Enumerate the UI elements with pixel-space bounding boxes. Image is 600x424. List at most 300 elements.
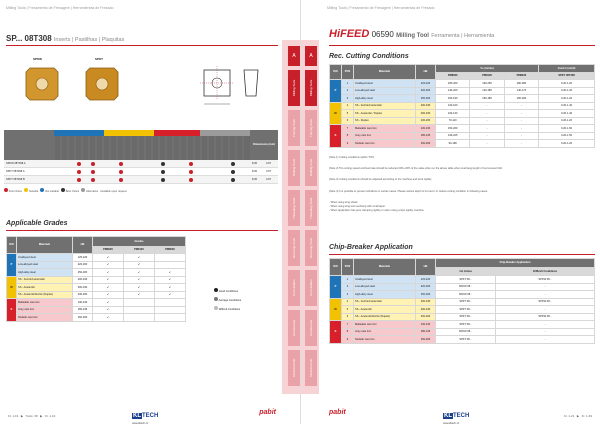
cutting-value-cell: 70-110 [436,117,470,125]
grades-hb-cell: 150-300 [73,269,93,277]
cutting-hb-cell: 230-260 [416,117,436,125]
cut-head-iso: ISO [330,65,342,80]
right-title-rest: Milling Tool [396,33,429,39]
left-title-main: SP... 08T308 [6,34,52,43]
insert-row-dim: 3.97 [266,162,272,165]
grades-check-cell: ✔ [93,284,124,292]
cutting-value-cell: 0.20-1.20 [539,140,595,148]
cutting-pos-cell: 8 [342,132,354,140]
cutting-note: (Note 3) Cutting conditions should be adjusted according to the machine and work rigidity. [329,178,432,182]
chip-row [330,321,595,329]
insert-row-dim: 3.97 [266,170,272,173]
chip-hb-cell: 200-330 [416,306,436,314]
insert-row-dim: 3.97 [266,178,272,181]
cutting-row [330,110,595,118]
cutting-value-cell: - [504,110,538,118]
right-footer-page2: Kl. 1-39 [581,414,592,418]
cutting-value-cell: - [504,117,538,125]
grades-check-cell [155,314,186,322]
chip-head-iso: ISO [330,259,342,276]
right-code: 06590 [371,30,394,39]
grades-check-cell: ✔ [155,269,186,277]
chip-hb-cell: 150-300 [416,291,436,299]
cut-col-1: PM8020 [436,73,470,80]
cut-col-3: PM8030 [504,73,538,80]
legend-3: Not suitable [45,190,59,193]
chip-c2-cell: - [496,283,595,291]
right-side-tab-8[interactable]: Technical Info [305,350,317,386]
grades-title: Applicable Grades [6,220,68,227]
left-site[interactable]: www.kltech.cz [132,422,149,424]
insert-row-code: SPKW 08T308 A [6,162,26,165]
insert-grade-dot [77,162,81,166]
grade-group-band-1 [54,130,104,136]
chip-table [329,258,595,344]
right-side-tab-7[interactable]: Accessories [305,310,317,346]
insert-grade-dot [189,170,193,174]
cutting-material-cell: High-alloy steel [354,95,416,103]
cutting-notes [329,156,595,213]
cutting-material-cell: Low-alloyed steel [354,87,416,95]
left-tech: TECH [142,413,159,419]
cutting-row [330,125,595,133]
cutting-pos-cell: 7 [342,125,354,133]
cutting-material-cell: SS - Duplex [354,117,416,125]
right-side-tab-4[interactable]: Threading Tools [305,190,317,226]
insert-drawing-icon [196,60,266,112]
cutting-value-cell: 190-250 [470,80,504,88]
grades-check-cell [124,299,155,307]
right-page [300,0,600,424]
right-site[interactable]: www.kltech.cz [443,422,460,424]
cutting-hb-cell: 160-260 [416,140,436,148]
legend-5: Alternative [85,190,99,193]
left-footer-page2: Kl. 1-19 [44,414,56,418]
insert-grade-dot [161,170,165,174]
left-title-sub: Inserts | Pastilhas | Plaquitas [53,37,125,43]
cutting-value-cell: 140-170 [504,87,538,95]
cutting-value-cell: - [504,140,538,148]
chip-hb-cell: 130-230 [416,321,436,329]
cutting-material-cell: Malleable cast iron [354,125,416,133]
cutting-note: (Note 1) Cutting conditions ap/Dc<70% [329,156,374,159]
cutting-value-cell: - [504,102,538,110]
cutting-value-cell: 180-320 [436,80,470,88]
grades-check-cell [124,306,155,314]
insert-row-code: SPKT 08T308 A [6,170,25,173]
chip-pos-cell: 8 [342,328,354,336]
grades-hb-cell: 230-260 [73,291,93,299]
chip-material-cell: SS - Austenitic/ferritic (Duplex) [354,313,416,321]
grades-hb-cell: 200-330 [73,276,93,284]
cutting-row [330,80,595,88]
insert-grade-dot [91,178,95,182]
insert-grade-dot [161,162,165,166]
grades-check-cell: ✔ [155,291,186,299]
cutting-pos-cell: 1 [342,80,354,88]
chip-row [330,328,595,336]
chip-row [330,313,595,321]
left-footer-tools: Tools: 38 [25,414,38,418]
grades-col-1: PM8020 [93,247,124,254]
legend-1: First choice [8,190,22,193]
cutting-value-cell: 0.20-1.20 [539,80,595,88]
cutting-value-cell: 130-225 [436,132,470,140]
cutting-note: (Note 2) The cutting speed and feed rate should be reduced 20%~30% of the value when on the above table when overhang length of tool exceed 3xD. [329,167,503,171]
grades-check-cell: ✔ [155,276,186,284]
chip-c2-cell: SPKW 08... [496,276,595,284]
right-brand: HiFEED [329,28,370,40]
chip-row [330,291,595,299]
grades-check-cell: ✔ [124,291,155,299]
chip-material-cell: High-alloy steel [354,291,416,299]
insert-grade-dot [161,178,165,182]
left-kl: KL [133,413,141,419]
grades-row [7,314,186,322]
chip-c1-cell: SPKT 08... [436,276,496,284]
left-corner-tab[interactable]: A [288,46,300,66]
right-title-rule [329,45,595,46]
insert-row-dim: 8.00 [252,170,258,173]
grades-check-cell [155,299,186,307]
grades-check-cell: ✔ [124,254,155,262]
left-pabit-logo: pabit [259,409,276,416]
chip-c1-cell: SPKW 08... [436,328,496,336]
right-side-tab-5[interactable]: Grooving Tools [305,230,317,266]
grades-check-cell: ✔ [93,314,124,322]
insert-grade-dot [189,162,193,166]
grades-material-cell: High-alloy steel [17,269,73,277]
cutting-value-cell: - [470,132,504,140]
cutting-value-cell: 0.20-1.20 [539,117,595,125]
grades-check-cell [155,254,186,262]
grades-row [7,261,186,269]
chip-rule [329,254,595,255]
grades-check-cell [155,306,186,314]
insert-spkt-icon [82,64,122,104]
chip-c2-cell: - [496,321,595,329]
chip-c1-cell: SPKW 08... [436,283,496,291]
chip-iso-cell: P [330,276,342,299]
chip-material-cell: Grey cast iron [354,328,416,336]
right-side-tab-2[interactable]: Turning Tools [305,110,317,146]
cutting-pos-cell: 2 [342,87,354,95]
cutting-iso-cell: M [330,102,342,125]
chip-c1-cell: SPKT 08... [436,321,496,329]
insert-row [4,160,278,168]
grades-head-material: Materials [17,237,73,254]
grades-material-cell: Nodular cast iron [17,314,73,322]
cutting-value-cell: - [470,102,504,110]
cutting-value-cell: 180-280 [504,80,538,88]
grades-col-3: PM8030 [155,247,186,254]
right-kl: KL [444,413,452,419]
chip-hb-cell: 220-300 [416,283,436,291]
insert-grade-dot [91,170,95,174]
chip-hb-cell: 160-260 [416,336,436,344]
grades-check-cell: ✔ [93,291,124,299]
left-title [6,34,124,43]
cutting-pos-cell: 9 [342,140,354,148]
left-side-tab-3[interactable]: Drilling Tools [288,150,300,186]
right-footer-nav[interactable]: Kl. 1-21 ▶ Kl. 1-39 [564,414,592,418]
cutting-value-cell: 150-190 [436,95,470,103]
cutting-note: - When using long tool overhang with small taper. [329,205,386,209]
grades-iso-cell: M [7,276,17,299]
chip-row [330,283,595,291]
grades-head-grades: Grades [93,237,186,247]
grades-row [7,269,186,277]
right-header: Milling Tools | Fresamento de Fresagem | Herramientas de Fresado [327,6,435,10]
insert-label-spkw: SPKW [33,57,42,61]
cut-col-2: PM8120 [470,73,504,80]
cut-head-fz: Feed fz (mm/t) [539,65,595,73]
chip-hb-cell: 180-245 [416,328,436,336]
right-side-tab-1[interactable]: Milling Tools [305,70,317,106]
cutting-note: - When using long shank. [329,200,359,204]
left-title-rule [6,45,278,46]
insert-dim-header: Dimensions (mm) [250,130,278,160]
chip-pos-cell: 5 [342,306,354,314]
chip-hb-cell: 200-330 [416,298,436,306]
cut-col-4: SPKT 08T308 [539,73,595,80]
chip-c2-cell: SPKW 08... [496,313,595,321]
grades-check-cell: ✔ [93,299,124,307]
cutting-table [329,64,595,148]
chip-col-2: Difficult Conditions [496,268,595,276]
grades-head-hb: HB [73,237,93,254]
grades-check-cell: ✔ [155,284,186,292]
cutting-row [330,132,595,140]
chip-c2-cell: SPKW 08... [496,298,595,306]
cut-head-hb: HB [416,65,436,80]
cutting-material-cell: SS - Ferritic/martensitic [354,102,416,110]
chip-c1-cell: SPKT 08... [436,298,496,306]
chip-material-cell: Low-alloyed steel [354,283,416,291]
grades-check-cell [124,314,155,322]
cutting-value-cell: - [470,110,504,118]
cutting-value-cell: - [470,140,504,148]
grades-legend [214,288,274,312]
cutting-value-cell: 140-220 [436,87,470,95]
cutting-value-cell: 0.20-1.60 [539,125,595,133]
grades-col-2: PM8120 [124,247,155,254]
cutting-row [330,87,595,95]
chip-row [330,298,595,306]
insert-row-dim: 8.00 [252,162,258,165]
grades-row [7,299,186,307]
insert-grade-dot [231,178,235,182]
right-side-tab-3[interactable]: Drilling Tools [305,150,317,186]
chip-row [330,276,595,284]
cutting-hb-cell: 180-245 [416,132,436,140]
cutting-value-cell: 150-260 [436,125,470,133]
chip-c1-cell: SPKT 08... [436,306,496,314]
chip-c1-cell: SPKT 08... [436,336,496,344]
chip-c2-cell: - [496,336,595,344]
grades-check-cell: ✔ [124,269,155,277]
insert-grade-dot [119,162,123,166]
insert-grade-dot [77,178,81,182]
grades-row [7,306,186,314]
grade-group-band-4 [200,130,250,136]
grades-table [6,236,186,322]
cutting-row [330,102,595,110]
chip-iso-cell: K [330,321,342,344]
chip-hb-cell: 230-260 [416,313,436,321]
grades-material-cell: Unalloyed steel [17,254,73,262]
cutting-material-cell: Nodular cast iron [354,140,416,148]
cutting-value-cell: 0.20-1.20 [539,95,595,103]
cutting-value-cell: 0.20-1.40 [539,110,595,118]
insert-grade-dot [189,178,193,182]
grade-group-band-2 [104,130,154,136]
grades-row [7,254,186,262]
grades-row [7,284,186,292]
chip-iso-cell: M [330,298,342,321]
chip-pos-cell: 7 [342,321,354,329]
grades-legend-good: Good Conditions [218,290,239,293]
insert-grade-head [54,130,250,160]
chip-c2-cell: - [496,306,595,314]
cutting-hb-cell: 200-330 [416,110,436,118]
grades-material-cell: Low-alloyed steel [17,261,73,269]
left-footer-page: Kl. 1-19 [8,414,19,418]
grades-legend-avg: Average Conditions [218,299,242,303]
insert-table [4,130,278,186]
cutting-note: - When application has poor clamping rigidity or when using a less rigidity machine. [329,209,425,213]
right-pabit-logo: pabit [329,409,346,416]
grades-material-cell: SS - Ferritic/martensitic [17,276,73,284]
grades-check-cell: ✔ [93,261,124,269]
grades-check-cell: ✔ [124,276,155,284]
grades-row [7,291,186,299]
grades-hb-cell: 220-300 [73,261,93,269]
grades-iso-cell: P [7,254,17,277]
cutting-pos-cell: 6 [342,117,354,125]
chip-c1-cell: SPKT 08... [436,313,496,321]
left-side-tab-1[interactable]: Milling Tools [288,70,300,106]
grades-check-cell: ✔ [93,254,124,262]
left-footer-nav[interactable]: Kl. 1-19 ▶ Tools: 38 ▶ Kl. 1-19 [8,414,56,418]
grades-check-cell: ✔ [124,284,155,292]
chip-material-cell: Nodular cast iron [354,336,416,344]
chip-head-app: Chip-Breaker Application [436,259,595,268]
cutting-hb-cell: 220-300 [416,87,436,95]
left-side-tab-4[interactable]: Threading Tools [288,190,300,226]
insert-grade-dot [119,170,123,174]
chip-pos-cell: 6 [342,313,354,321]
chip-row [330,306,595,314]
insert-row [4,176,278,184]
grades-hb-cell: 130-230 [73,299,93,307]
chip-title: Chip-Breaker Application [329,244,413,251]
legend-2: Suitable [28,190,39,193]
grades-hb-cell: 160-260 [73,314,93,322]
cutting-value-cell: 140-180 [470,87,504,95]
chip-pos-cell: 4 [342,298,354,306]
right-side-tab-6[interactable]: Tool Holders [305,270,317,306]
left-kltech-logo [132,404,166,424]
cutting-hb-cell: 125-220 [416,80,436,88]
left-side-tab-5[interactable]: Grooving Tools [288,230,300,266]
grades-iso-cell: K [7,299,17,322]
cutting-value-cell: - [504,132,538,140]
chip-pos-cell: 1 [342,276,354,284]
insert-label-spkt: SPKT [95,57,104,61]
insert-spkw-icon [22,64,62,104]
insert-row-dim: 8.00 [252,178,258,181]
cutting-value-cell: 90-180 [436,140,470,148]
legend-4: Best choice [65,190,80,193]
chip-pos-cell: 2 [342,283,354,291]
grades-material-cell: SS - Austenitic/ferritic (Duplex) [17,291,73,299]
grades-check-cell: ✔ [93,269,124,277]
cutting-iso-cell: P [330,80,342,103]
cutting-row [330,140,595,148]
cutting-hb-cell: 130-230 [416,125,436,133]
left-side-tab-8[interactable]: Technical Info [288,350,300,386]
grades-check-cell: ✔ [124,261,155,269]
chip-row [330,336,595,344]
insert-row-code: SPKT 08T308 B [6,178,25,181]
cutting-value-cell: 120-160 [436,102,470,110]
grades-material-cell: Grey cast iron [17,306,73,314]
grades-legend-diff: Difficult Conditions [218,308,241,312]
cutting-material-cell: Unalloyed steel [354,80,416,88]
cutting-value-cell: 0.20-1.40 [539,102,595,110]
cutting-value-cell: 150-180 [470,95,504,103]
cutting-note: (Note 4) It is possible to prevent vibrations in certain cases. Please reduce depth of cut and / or reduce cutting condition in following cases: [329,189,488,193]
chip-head-pos: POS [342,259,354,276]
cutting-hb-cell: 200-330 [416,102,436,110]
grades-check-cell [155,261,186,269]
chip-pos-cell: 3 [342,291,354,299]
insert-grade-dot [231,162,235,166]
grades-row [7,276,186,284]
cut-head-pos: POS [342,65,354,80]
cut-head-material: Materials [354,65,416,80]
cutting-material-cell: SS - Austenitic / Duplex [354,110,416,118]
right-footer-page: Kl. 1-21 [564,414,575,418]
left-side-tab-7[interactable]: Accessories [288,310,300,346]
cutting-pos-cell: 5 [342,110,354,118]
chip-material-cell: SS - Ferritic/martensitic [354,298,416,306]
grades-hb-cell: 125-220 [73,254,93,262]
right-tech: TECH [453,413,470,419]
right-corner-tab[interactable]: A [305,46,317,66]
grades-material-cell: SS - Austenitic [17,284,73,292]
grades-head-iso: ISO [7,237,17,254]
cutting-row [330,117,595,125]
insert-row [4,168,278,176]
cutting-material-cell: Grey cast iron [354,132,416,140]
cutting-pos-cell: 3 [342,95,354,103]
right-title-sub: Ferramenta | Herramienta [431,33,495,39]
left-side-tab-6[interactable]: Tool Holders [288,270,300,306]
cutting-value-cell: 0.20-1.50 [539,132,595,140]
grades-hb-cell: 200-330 [73,284,93,292]
left-side-tab-2[interactable]: Turning Tools [288,110,300,146]
left-header: Milling Tools | Fresamento de Fresagem | Herramientas de Fresado [6,6,114,10]
chip-material-cell: Malleable cast iron [354,321,416,329]
legend-6: Available upon request [100,190,127,193]
grade-group-band-3 [154,130,200,136]
insert-legend [4,188,284,193]
chip-c2-cell: - [496,328,595,336]
cutting-value-cell: 0.20-1.30 [539,87,595,95]
cutting-value-cell: 150-180 [504,95,538,103]
